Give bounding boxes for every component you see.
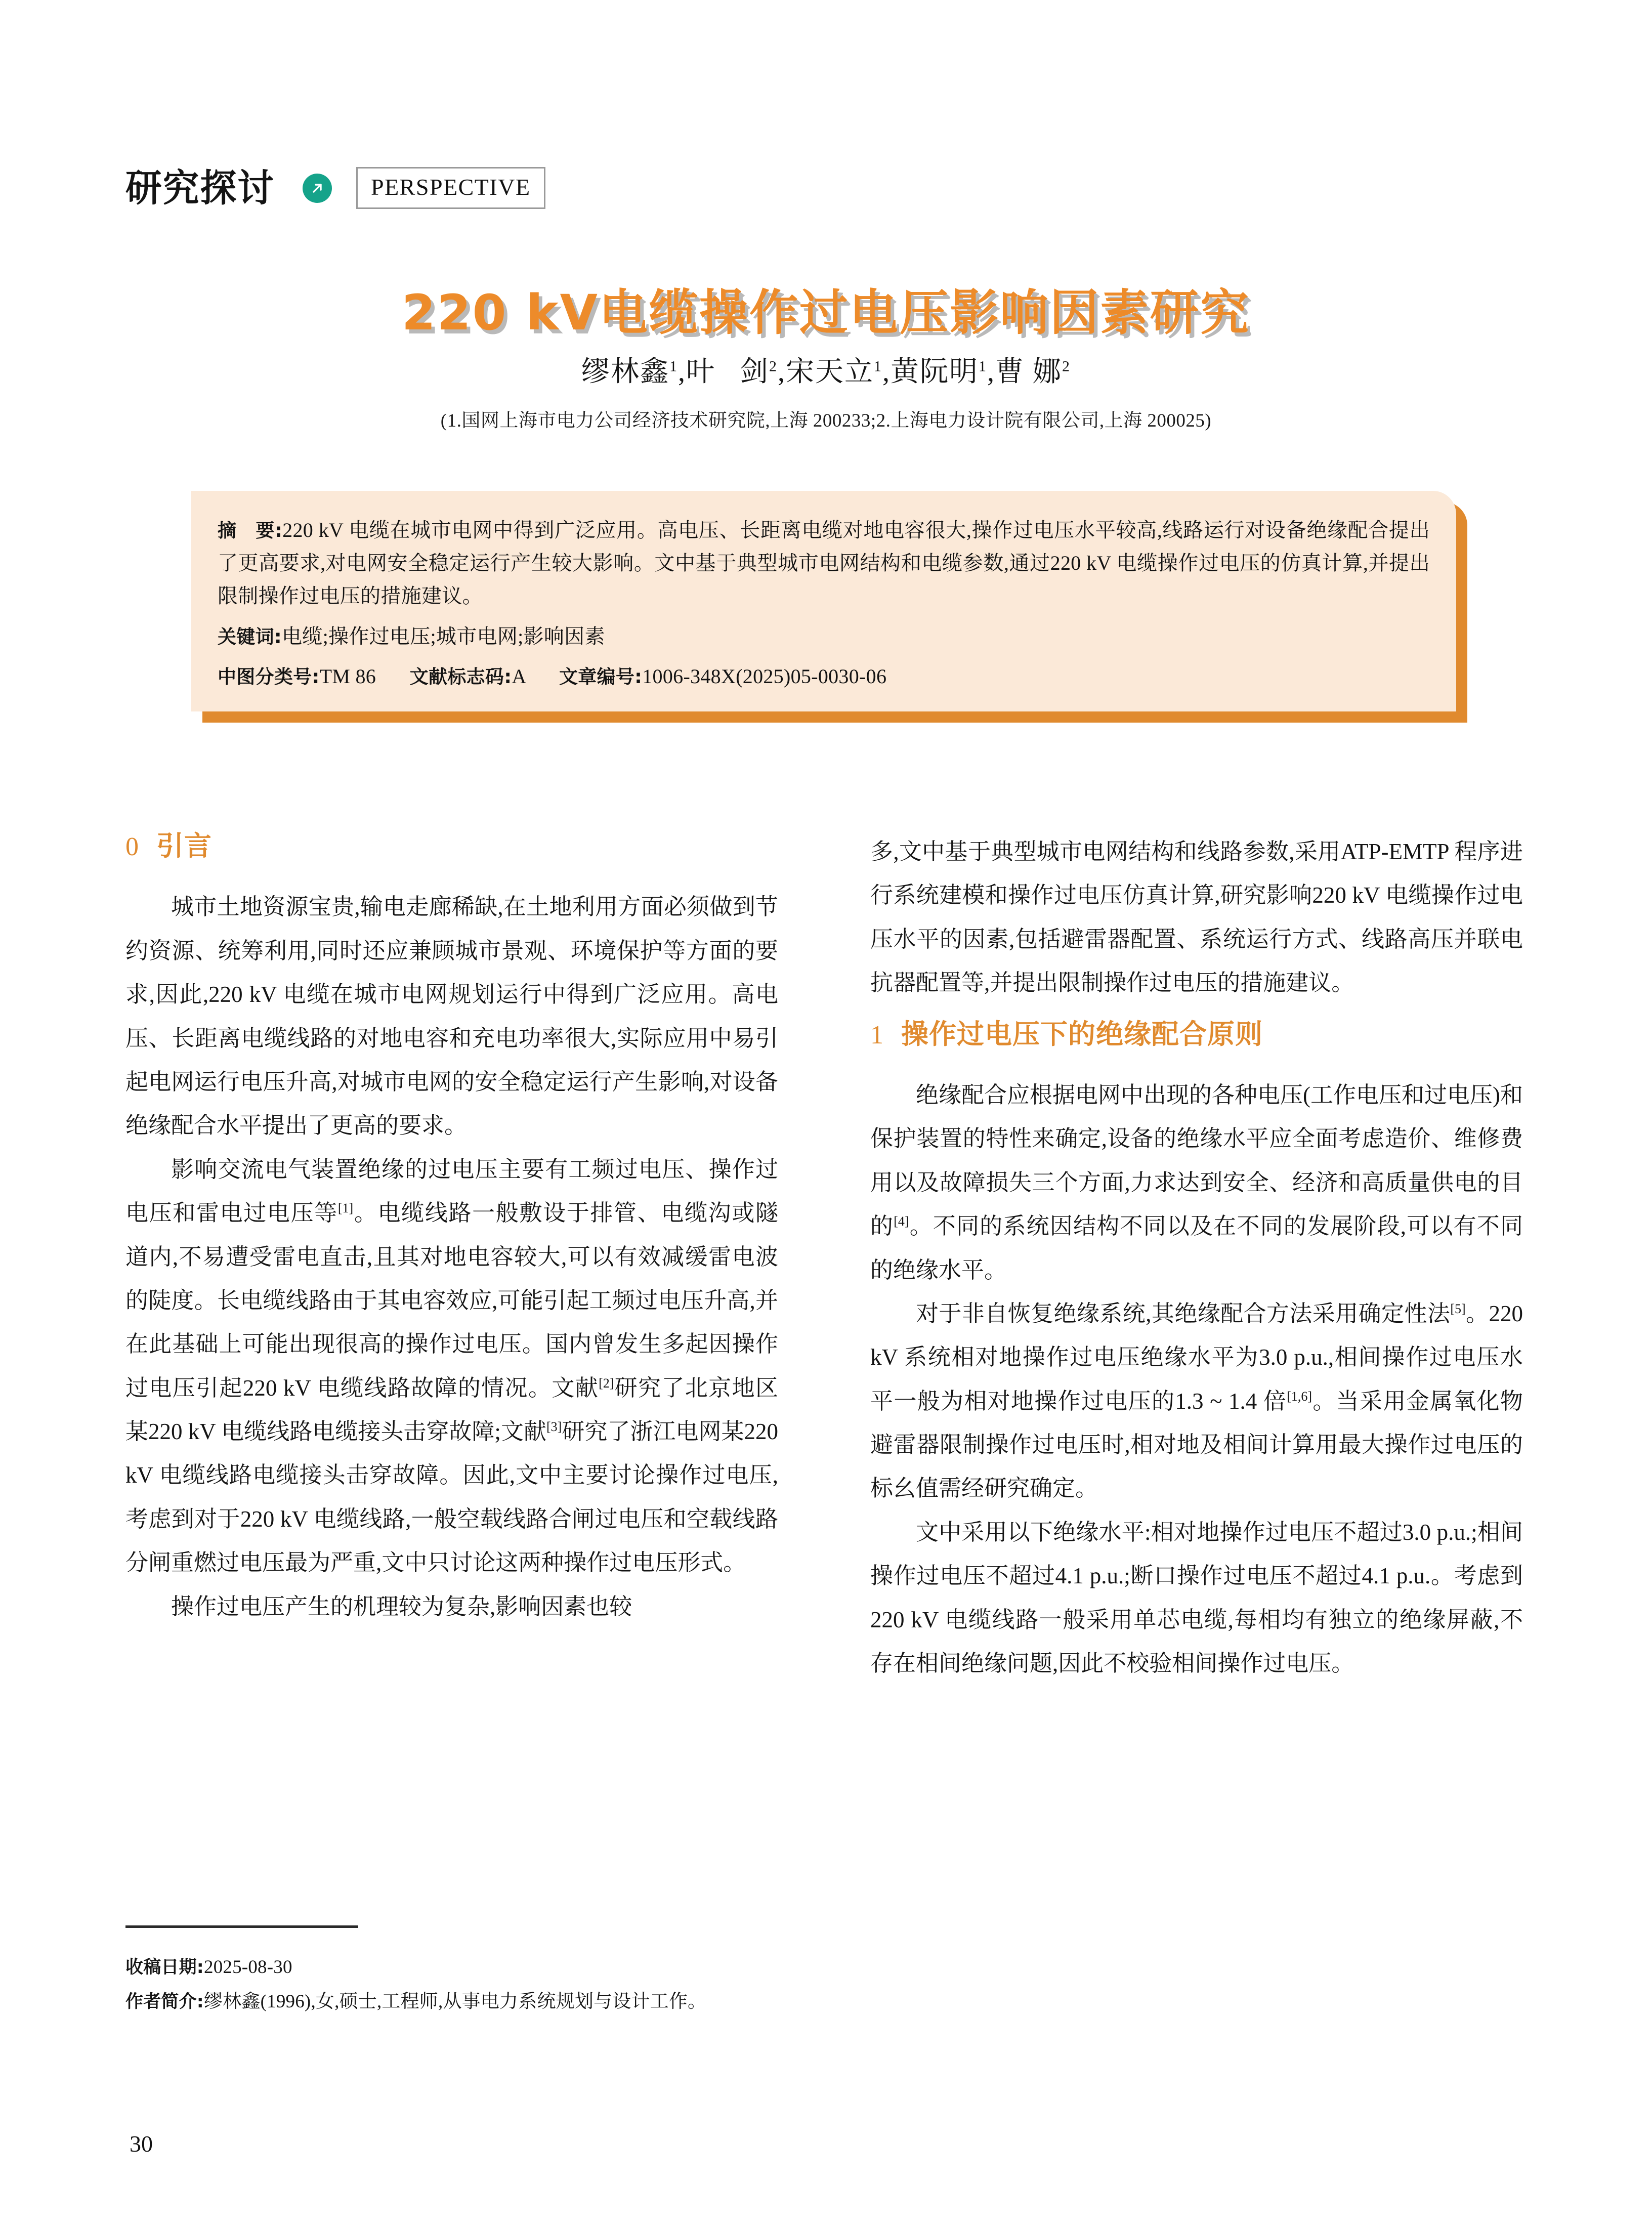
section-title: 操作过电压下的绝缘配合原则 xyxy=(901,1018,1263,1050)
section-heading-intro xyxy=(125,830,778,863)
abstract-block xyxy=(191,491,1456,711)
received-date-value: 2025-08-30 xyxy=(204,1957,292,1978)
abstract-text: 220 kV 电缆在城市电网中得到广泛应用。高电压、长距离电缆对地电容很大,操作过电压水平较高,线路运行对设备绝缘配合提出了更高要求,对电网安全稳定运行产生较大影响。文中基于典型城市电网结构和电缆参数,通过220 kV 电缆操作过电压的仿真计算,并提出限制操作过电压的措施建议。 xyxy=(218,519,1430,607)
abstract-text-line xyxy=(218,514,1430,612)
section-number: 0 xyxy=(125,832,139,861)
received-date-line xyxy=(125,1950,834,1985)
kicker-chinese-label: 研究探讨 xyxy=(125,166,275,210)
reference-marker: [2] xyxy=(599,1375,614,1391)
classification-line xyxy=(218,660,1430,693)
footnote-block xyxy=(125,1925,834,2020)
clc-value: TM 86 xyxy=(319,665,376,688)
page-title: 220 kV电缆操作过电压影响因素研究 xyxy=(402,284,1250,342)
reference-marker: [4] xyxy=(894,1214,909,1229)
section-kicker xyxy=(125,167,545,209)
abstract-box xyxy=(191,491,1456,711)
author-bio-value: 缪林鑫(1996),女,硕士,工程师,从事电力系统规划与设计工作。 xyxy=(204,1991,707,2012)
reference-marker: [3] xyxy=(546,1419,562,1435)
body-column-right xyxy=(870,830,1523,1685)
clc-label: 中图分类号: xyxy=(218,666,320,688)
author-bio-label: 作者简介: xyxy=(125,1992,204,2012)
paragraph-continued: 多,文中基于典型城市电网结构和线路参数,采用ATP-EMTP 程序进行系统建模和操作过电压仿真计算,研究影响220 kV 电缆操作过电压水平的因素,包括避雷器配置、系统运行方式、线路高压并联电抗器配置等,并提出限制操作过电压的措施建议。 xyxy=(870,839,1523,996)
reference-marker: [1,6] xyxy=(1287,1389,1312,1404)
reference-marker: [5] xyxy=(1450,1301,1466,1316)
paragraph: 操作过电压产生的机理较为复杂,影响因素也较 xyxy=(171,1593,632,1619)
keywords-value: 电缆;操作过电压;城市电网;影响因素 xyxy=(282,625,605,648)
article-id-value: 1006-348X(2025)05-0030-06 xyxy=(642,665,887,688)
abstract-label: 摘 要: xyxy=(218,520,283,541)
paragraph: 文中采用以下绝缘水平:相对地操作过电压不超过3.0 p.u.;相间操作过电压不超过4.1 p.u.;断口操作过电压不超过4.1 p.u.。考虑到220 kV 电缆线路一般采用单芯电缆,每相均有独立的绝缘屏蔽,不存在相间绝缘问题,因此不校验相间操作过电压。 xyxy=(870,1519,1523,1676)
keywords-label: 关键词: xyxy=(218,626,282,648)
paragraph: 对于非自恢复绝缘系统,其绝缘配合方法采用确定性法[5]。220 kV 系统相对地操作过电压绝缘水平为3.0 p.u.,相间操作过电压水平一般为相对地操作过电压的1.3 ~ 1.4 倍[1,6]。当采用金属氧化物避雷器限制操作过电压时,相对地及相间计算用最大操作过电压的标幺值需经研究确定。 xyxy=(870,1300,1523,1501)
paragraph: 城市土地资源宝贵,输电走廊稀缺,在土地利用方面必须做到节约资源、统筹利用,同时还应兼顾城市景观、环境保护等方面的要求,因此,220 kV 电缆在城市电网规划运行中得到广泛应用。高电压、长距离电缆线路的对地电容和充电功率很大,实际应用中易引起电网运行电压升高,对城市电网的安全稳定运行产生影响,对设备绝缘配合水平提出了更高的要求。 xyxy=(125,894,778,1139)
received-date-label: 收稿日期: xyxy=(125,1957,204,1978)
doc-code-value: A xyxy=(512,665,526,688)
author-bio-line xyxy=(125,1985,834,2019)
article-id-label: 文章编号: xyxy=(559,666,643,688)
author-list: 缪林鑫$^1$,叶 剑$^2$,宋天立$^1$,黄阮明$^1$,曹 娜$^2$ xyxy=(581,356,1071,388)
reference-marker: [1] xyxy=(337,1201,354,1216)
arrow-up-right-icon xyxy=(303,174,332,203)
doc-code-label: 文献标志码: xyxy=(409,666,512,688)
keywords-line xyxy=(218,620,1430,653)
kicker-english-label: PERSPECTIVE xyxy=(356,167,545,209)
footnote-divider xyxy=(125,1925,358,1928)
page-number: 30 xyxy=(130,2131,153,2157)
section-number: 1 xyxy=(870,1020,884,1049)
body-column-left xyxy=(125,830,778,1628)
paragraph: 绝缘配合应根据电网中出现的各种电压(工作电压和过电压)和保护装置的特性来确定,设备的绝缘水平应全面考虑造价、维修费用以及故障损失三个方面,力求达到安全、经济和高质量供电的目的[4]。不同的系统因结构不同以及在不同的发展阶段,可以有不同的绝缘水平。 xyxy=(870,1082,1523,1283)
paragraph: 影响交流电气装置绝缘的过电压主要有工频过电压、操作过电压和雷电过电压等[1]。电缆线路一般敷设于排管、电缆沟或隧道内,不易遭受雷电直击,且其对地电容较大,可以有效减缓雷电波的陡度。长电缆线路由于其电容效应,可能引起工频过电压升高,并在此基础上可能出现很高的操作过电压。国内曾发生多起因操作过电压引起220 kV 电缆线路故障的情况。文献[2]研究了北京地区某220 kV 电缆线路电缆接头击穿故障;文献[3]研究了浙江电网某220 kV 电缆线路电缆接头击穿故障。因此,文中主要讨论操作过电压,考虑到对于220 kV 电缆线路,一般空载线路合闸过电压和空载线路分闸重燃过电压最为严重,文中只讨论这两种操作过电压形式。 xyxy=(125,1156,778,1576)
section-title: 引言 xyxy=(156,830,212,862)
affiliation-line: (1.国网上海市电力公司经济技术研究院,上海 200233;2.上海电力设计院有限公司,上海 200025) xyxy=(440,410,1212,431)
section-heading-1 xyxy=(870,1018,1523,1051)
